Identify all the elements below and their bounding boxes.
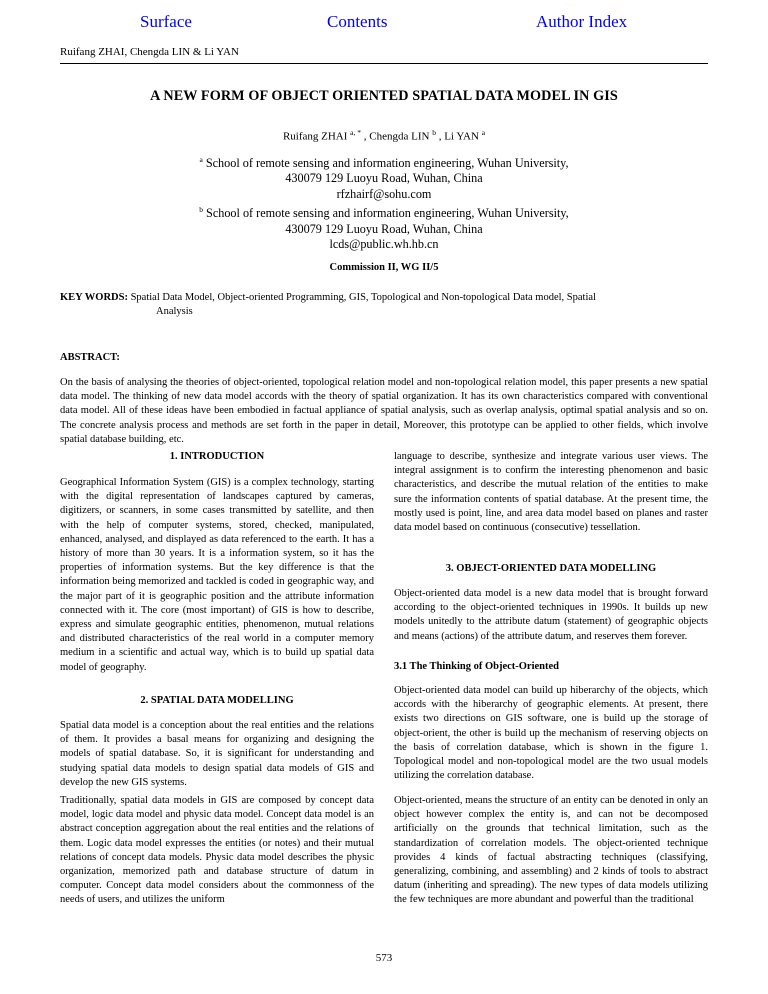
subsection-heading	[394, 660, 708, 674]
affiliation-marker: b	[199, 205, 203, 215]
paragraph: Object-oriented, means the structure of an entity can be denoted in only an object however complex the entity is, and can not be decomposed artificially on the grounds that technical limitation, such as the standardization of correlation models. The object-oriented technique provides 4 kinds of factual abstracting techniques (classifying, generalizing, combining, and assembling) and 2 kinds of tools to abstract datum (inheriting and spreading). The new types of data models utilizing the few techniques are more abundant and powerful than the traditional	[394, 795, 708, 906]
author-name: , Chengda LIN	[363, 130, 430, 143]
affiliation-line: 430079 129 Luoyu Road, Wuhan, China	[285, 221, 483, 236]
header-rule	[60, 63, 708, 64]
introduction-heading: 1. INTRODUCTION	[169, 451, 265, 462]
affiliation-marker: a	[199, 155, 203, 164]
section-heading	[60, 450, 374, 464]
paragraph: Object-oriented data model is a new data model that is brought forward according to the object-oriented techniques in 1990s. It builds up new models unitedly to the attribute datum (statement) of geographic objects and means (actions) of the attribute datum, and reserves them forever.	[394, 588, 708, 642]
spatial-data-modelling-heading: 2. SPATIAL DATA MODELLING	[140, 695, 294, 706]
author-superscript: b	[432, 128, 436, 137]
author-list	[60, 128, 708, 143]
author-name: Ruifang ZHAI	[282, 130, 348, 143]
abstract-heading: ABSTRACT:	[60, 352, 120, 363]
affiliation-email: lcds@public.wh.hb.cn	[329, 237, 439, 252]
section-heading	[394, 562, 708, 576]
author-name: , Li YAN	[438, 130, 479, 143]
running-head: Ruifang ZHAI, Chengda LIN & Li YAN	[60, 46, 239, 58]
paragraph: Traditionally, spatial data models in GIS are composed by concept data model, logic data model and physic data model. Concept data model is an abstract conception aggregation about the real entities and the relations of them. Logic data model expresses the entities (or notes) and their mutual relations of concept data models. Physic data model describes the physic organization, memorized path and database structure of datum in computer. Concept data model considers about the commonness of the needs of users, and utilizes the uniform	[60, 795, 374, 906]
section-heading	[60, 694, 374, 708]
page-number: 573	[375, 952, 393, 964]
surface-link[interactable]: Surface	[140, 12, 192, 31]
affiliation-line: School of remote sensing and information engineering, Wuhan University,	[202, 156, 569, 171]
affiliations	[60, 152, 708, 253]
keywords-text-continued: Analysis	[156, 306, 193, 317]
affiliation-email: rfzhairf@sohu.com	[336, 186, 432, 201]
object-oriented-heading: 3. OBJECT-ORIENTED DATA MODELLING	[445, 563, 657, 574]
keywords-text: Spatial Data Model, Object-oriented Programming, GIS, Topological and Non-topological Data model, Spatial	[130, 292, 596, 303]
paper-title: A NEW FORM OF OBJECT ORIENTED SPATIAL DATA MODEL IN GIS	[150, 88, 618, 104]
paragraph: Geographical Information System (GIS) is a complex technology, starting with the digital representation of landscapes captured by cameras, digitizers, or scanners, in some cases transmitted by satellite, and then with the help of computer systems, stored, checked, manipulated, enhanced, analysed, and displayed as data referenced to the earth. It has a history of more than 30 years. It is a information system, so it has the properties of information systems. But the key difference is that the information being memorized and tackled is coded in geographic way, and the major part of it is geographic position and the attribute information connected with it. The core (most important) of GIS is how to describe, express and simulate geographic entities, phenomenon, mutual relations and distributed characteristics of the real world in a computer memory medium in a scientific and actual way, which is to build up spatial data model of geography.	[60, 477, 374, 673]
thinking-of-object-oriented-heading: 3.1 The Thinking of Object-Oriented	[394, 661, 560, 672]
contents-link[interactable]: Contents	[327, 12, 388, 31]
keywords-block	[60, 291, 708, 319]
paragraph: Object-oriented data model can build up hiberarchy of the objects, which accords with the hiberarchy of geographic elements. At present, there exists two directions on GIS software, one is build up the storage of object-orient, the other is build up the mechanism of reserving objects on the basis of correlation database, which is shown in the figure 1. Topological model and non-topological model are the two usual models utilizing the correlation database.	[394, 685, 708, 782]
keywords-label: KEY WORDS:	[60, 292, 128, 303]
affiliation-line: School of remote sensing and information engineering, Wuhan University,	[203, 206, 569, 221]
author-superscript: a	[481, 128, 486, 137]
top-navigation	[0, 12, 768, 38]
paragraph: Spatial data model is a conception about the real entities and the relations of them. It provides a basal means for organizing and designing the models of spatial database. So, it is significant for understanding and studying spatial data models to design spatial data models of GIS and develop the new GIS systems.	[60, 720, 374, 788]
author-superscript: a, *	[350, 128, 362, 137]
commission-label: Commission II, WG II/5	[329, 262, 439, 273]
paragraph: language to describe, synthesize and integrate various user views. The integral assignment is to confirm the interesting phenomenon and basic characteristics, and describe the mutual relation of the entities to make sure the information contents of spatial database. At the present time, the mostly used is point, line, and area data model based on planes and raster data model based on continuous (consecutive) tessellation.	[394, 451, 708, 534]
author-index-link[interactable]: Author Index	[536, 12, 628, 31]
abstract-text: On the basis of analysing the theories of object-oriented, topological relation model and non-topological relation model, this paper presents a new spatial data model. The thinking of new data model accords with the theory of spatial organization. It has its own characteristics compared with conventional data model. All of these ideas have been embodied in factual appliance of spatial analysis, such as overlap analysis, optimal spatial analysis and so on. The concrete analysis process and methods are set forth in the paper in detail, Moreover, this prototype can be applied to other fields, which involve spatial database building, etc.	[60, 377, 708, 445]
affiliation-line: 430079 129 Luoyu Road, Wuhan, China	[285, 171, 483, 186]
